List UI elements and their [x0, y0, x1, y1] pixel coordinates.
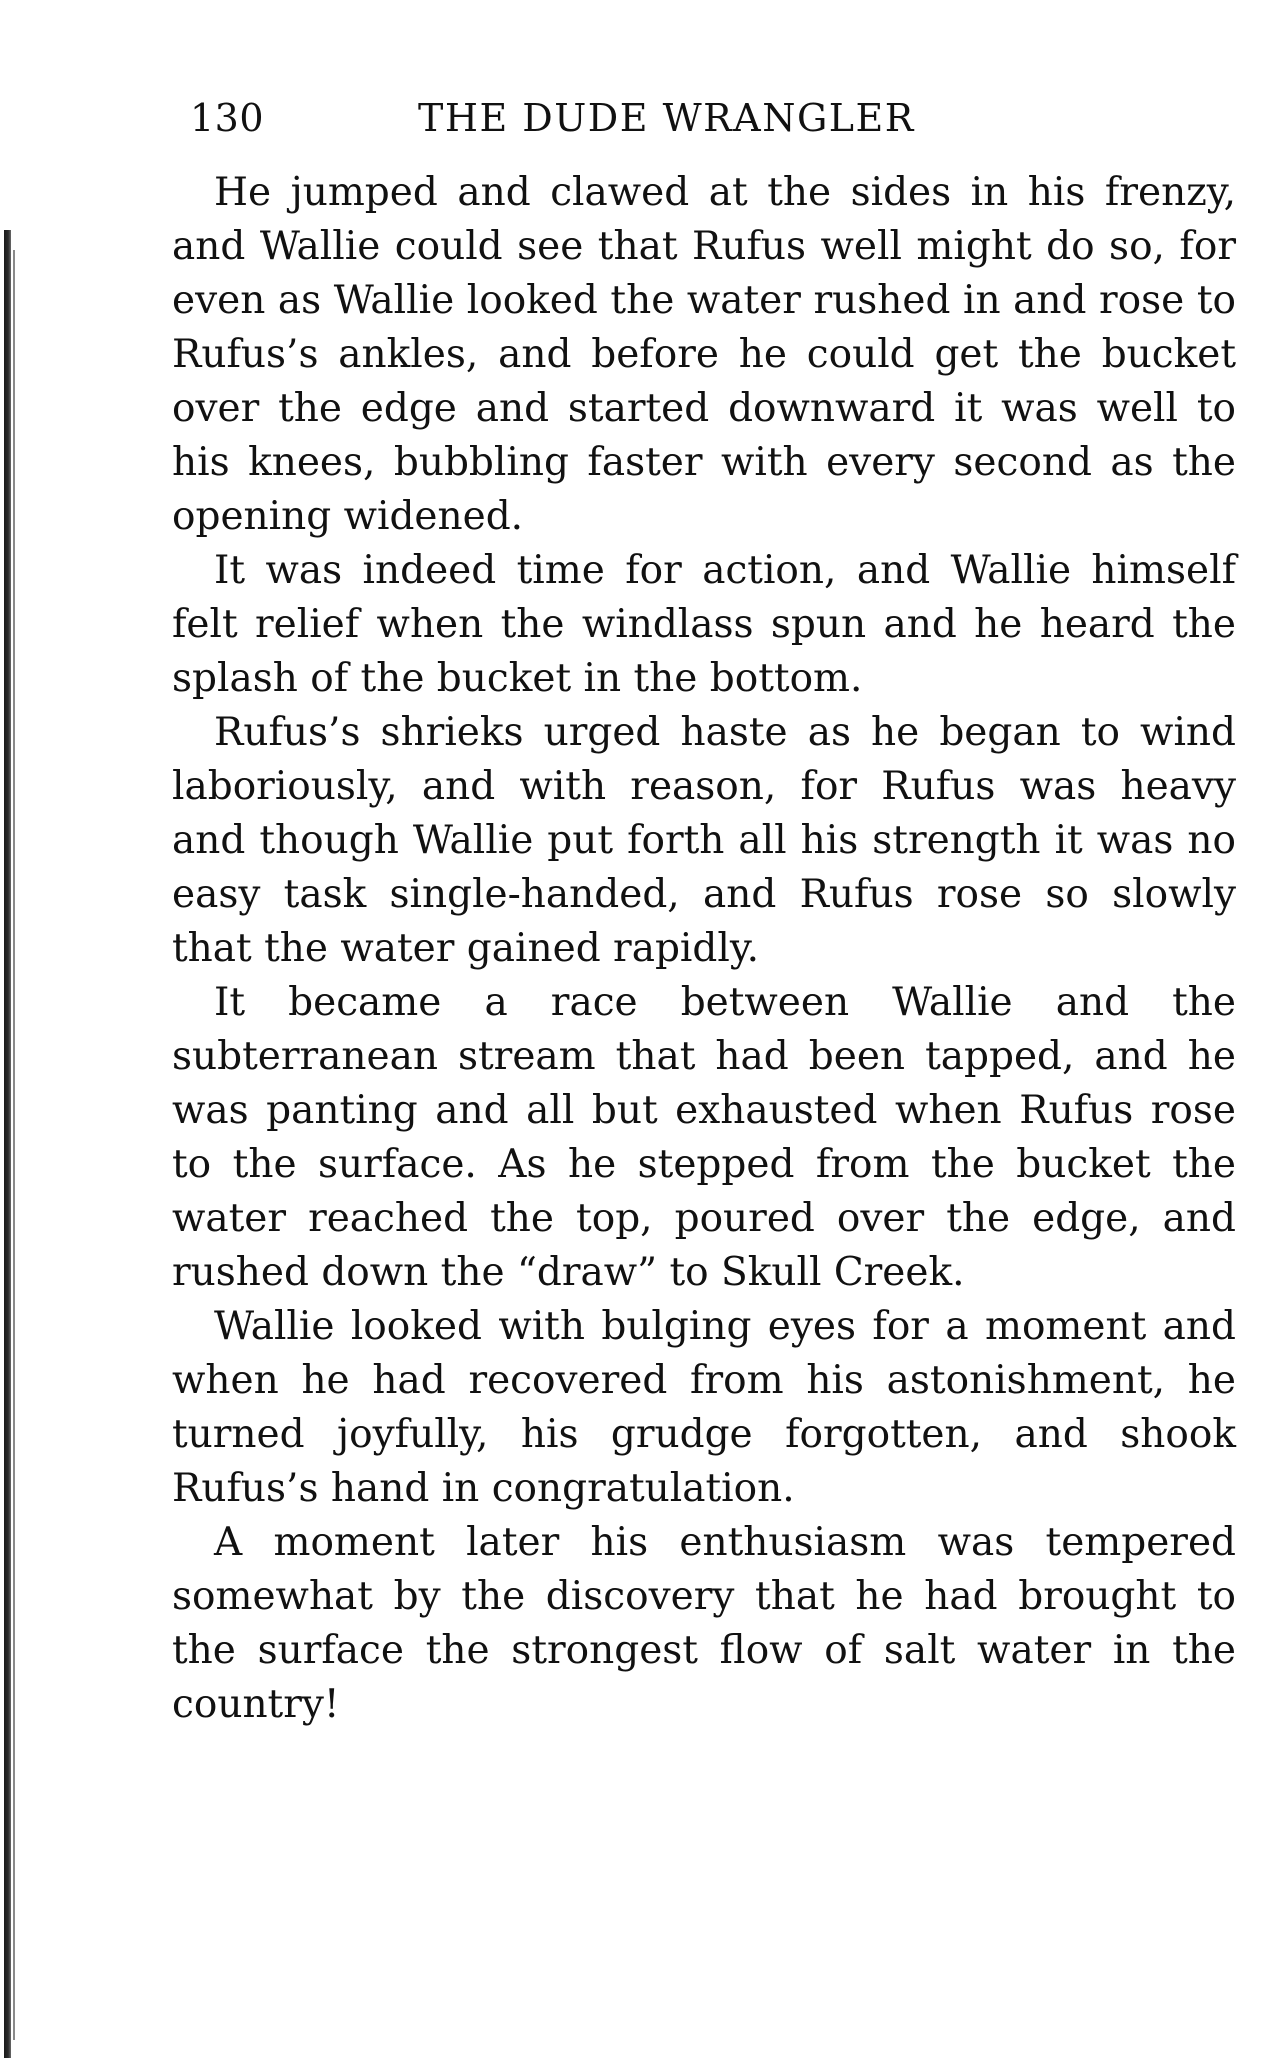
running-head — [0, 88, 1272, 148]
paragraph-windlass: It was indeed time for action, and Wallie himself felt relief when the windlass spun and he heard the splash of the bucket in the bottom. — [172, 548, 1236, 701]
page-binding-shadow — [13, 250, 15, 2040]
paragraph-frenzy: He jumped and clawed at the sides in his frenzy, and Wallie could see that Rufus well might do so, for even as Wallie looked the water rushed in and rose to Rufus’s ankles, and before he could get the bucket over the edge and started downward it was well to his knees, bubbling faster with every second as the opening widened. — [172, 170, 1236, 539]
paragraph-winding: Rufus’s shrieks urged haste as he began to wind laboriously, and with reason, for Rufus was heavy and though Wallie put forth all his strength it was no easy task single-handed, and Rufus rose so slowly that the water gained rapidly. — [172, 710, 1236, 971]
paragraph-salt-water: A moment later his enthusiasm was tempered somewhat by the discovery that he had brought to the surface the strongest flow of salt water in the country! — [172, 1520, 1236, 1727]
paragraph-congratulation: Wallie looked with bulging eyes for a moment and when he had recovered from his astonishment, he turned joyfully, his grudge forgotten, and shook Rufus’s hand in congratulation. — [172, 1304, 1236, 1511]
paragraph-race: It became a race between Wallie and the subterranean stream that had been tapped, and he was panting and all but exhausted when Rufus rose to the surface. As he stepped from the bucket the water reached the top, poured over the edge, and rushed down the “draw” to Skull Creek. — [172, 980, 1236, 1295]
page-body — [172, 166, 1236, 1732]
page-binding-edge — [4, 230, 11, 2058]
book-title: THE DUDE WRANGLER — [418, 96, 915, 140]
page-number: 130 — [190, 96, 265, 140]
